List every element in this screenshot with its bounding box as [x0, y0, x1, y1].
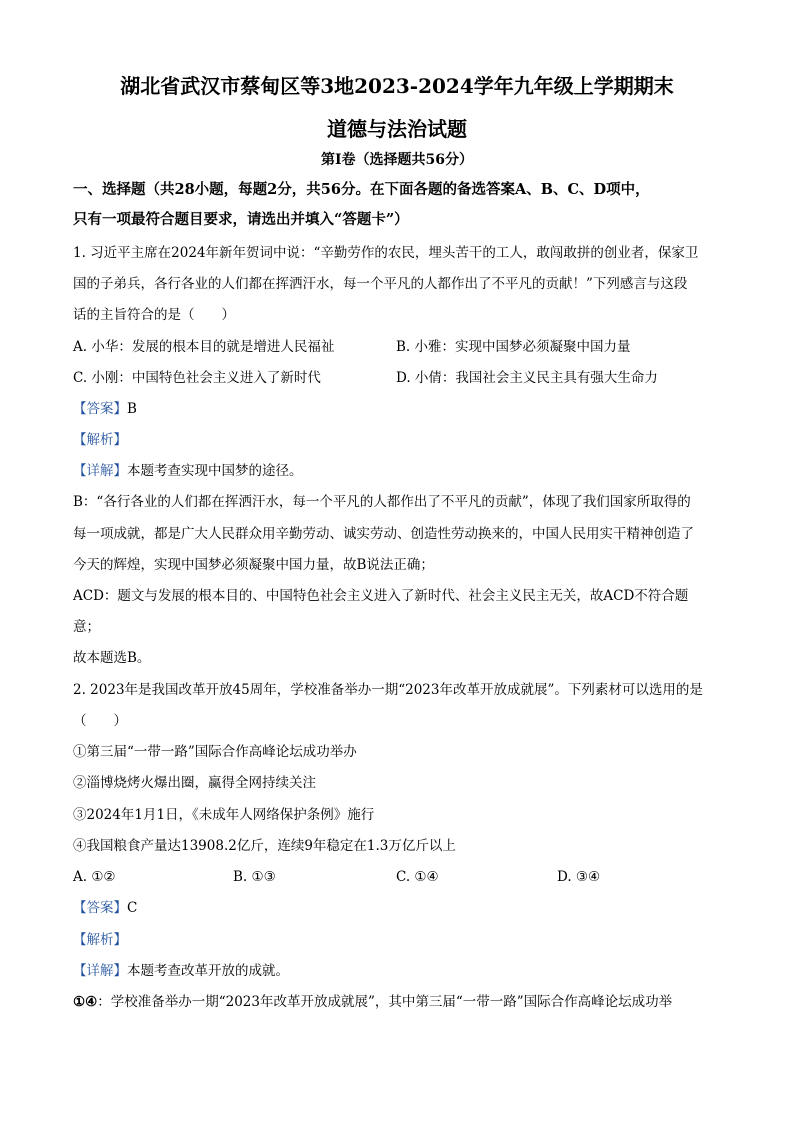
document-title-line2: 道德与法治试题: [327, 117, 467, 141]
q2-item-3: ③2024年1月1日，《未成年人网络保护条例》施行: [73, 807, 375, 823]
q2-option-d: D. ③④: [557, 869, 601, 885]
q2-option-a: A. ①②: [73, 869, 116, 885]
q2-detail-row: [73, 961, 733, 981]
q2-stem-line1: 2. 2023年是我国改革开放45周年，学校准备举办一期“2023年改革开放成就展”。下列素材可以选用的是: [73, 682, 703, 698]
detail-tag: 【详解】: [73, 463, 127, 479]
q1-answer-row: [73, 399, 733, 419]
q1-stem-line1: 1. 习近平主席在2024年新年贺词中说：“辛勤劳作的农民，埋头苦干的工人，敢闯敢拼的创业者，保家卫: [73, 245, 699, 261]
q1-option-a: A. 小华：发展的根本目的就是增进人民福祉: [73, 339, 335, 355]
q2-explanation-line1: [73, 992, 733, 1012]
q2-explanation-mark: ①④: [73, 994, 98, 1010]
q1-stem-line2: 国的子弟兵，各行各业的人们都在挥洒汗水，每一个平凡的人都作出了不平凡的贡献！”下列感言与这段: [73, 276, 688, 292]
q1-explanation-line4: ACD：题文与发展的根本目的、中国特色社会主义进入了新时代、社会主义民主无关，故ACD不符合题: [73, 588, 689, 604]
q2-stem-line2: （ ）: [73, 713, 127, 729]
section-heading: 第I卷（选择题共56分）: [320, 152, 474, 168]
q2-option-b: B. ①③: [233, 869, 276, 885]
analysis-tag: 【解析】: [73, 932, 127, 948]
q2-explanation-text: ：学校准备举办一期“2023年改革开放成就展”，其中第三届“一带一路”国际合作高峰论坛成功举: [97, 994, 673, 1010]
answer-tag: 【答案】: [73, 401, 127, 417]
q1-explanation-line3: 今天的辉煌，实现中国梦必须凝聚中国力量，故B说法正确；: [73, 557, 434, 573]
instructions-line2: 只有一项最符合题目要求，请选出并填入“答题卡”）: [73, 211, 409, 228]
q1-option-d: D. 小倩：我国社会主义民主具有强大生命力: [396, 370, 658, 386]
q1-answer-value: B: [127, 401, 137, 417]
q1-detail-row: [73, 461, 733, 481]
analysis-tag: 【解析】: [73, 432, 127, 448]
q2-item-1: ①第三届“一带一路”国际合作高峰论坛成功举办: [73, 744, 357, 760]
q1-analysis-row: [73, 430, 733, 450]
q2-option-c: C. ①④: [396, 869, 439, 885]
q2-item-4: ④我国粮食产量达13908.2亿斤，连续9年稳定在1.3万亿斤以上: [73, 838, 456, 854]
q2-answer-value: C: [127, 900, 138, 916]
detail-tag: 【详解】: [73, 963, 127, 979]
q1-stem-line3: 话的主旨符合的是（ ）: [73, 307, 235, 323]
answer-tag: 【答案】: [73, 900, 127, 916]
q1-option-c: C. 小刚：中国特色社会主义进入了新时代: [73, 370, 321, 386]
q1-explanation-line2: 每一项成就，都是广大人民群众用辛勤劳动、诚实劳动、创造性劳动换来的，中国人民用实干精神创造了: [73, 526, 694, 542]
document-title-line1: 湖北省武汉市蔡甸区等3地2023-2024学年九年级上学期期末: [120, 74, 674, 98]
q1-explanation-line5: 意；: [73, 619, 100, 635]
q1-option-b: B. 小雅：实现中国梦必须凝聚中国力量: [396, 339, 631, 355]
q2-detail-text: 本题考查改革开放的成就。: [127, 963, 289, 979]
q2-answer-row: [73, 898, 733, 918]
q1-explanation-line6: 故本题选B。: [73, 650, 151, 666]
instructions-line1: 一、选择题（共28小题，每题2分，共56分。在下面各题的备选答案A、B、C、D项中，: [73, 181, 650, 198]
q1-detail-text: 本题考查实现中国梦的途径。: [127, 463, 303, 479]
q2-analysis-row: [73, 930, 733, 950]
q2-item-2: ②淄博烧烤火爆出圈，赢得全网持续关注: [73, 775, 316, 791]
q1-explanation-line1: B：“各行各业的人们都在挥洒汗水，每一个平凡的人都作出了不平凡的贡献”，体现了我们国家所取得的: [73, 494, 691, 510]
